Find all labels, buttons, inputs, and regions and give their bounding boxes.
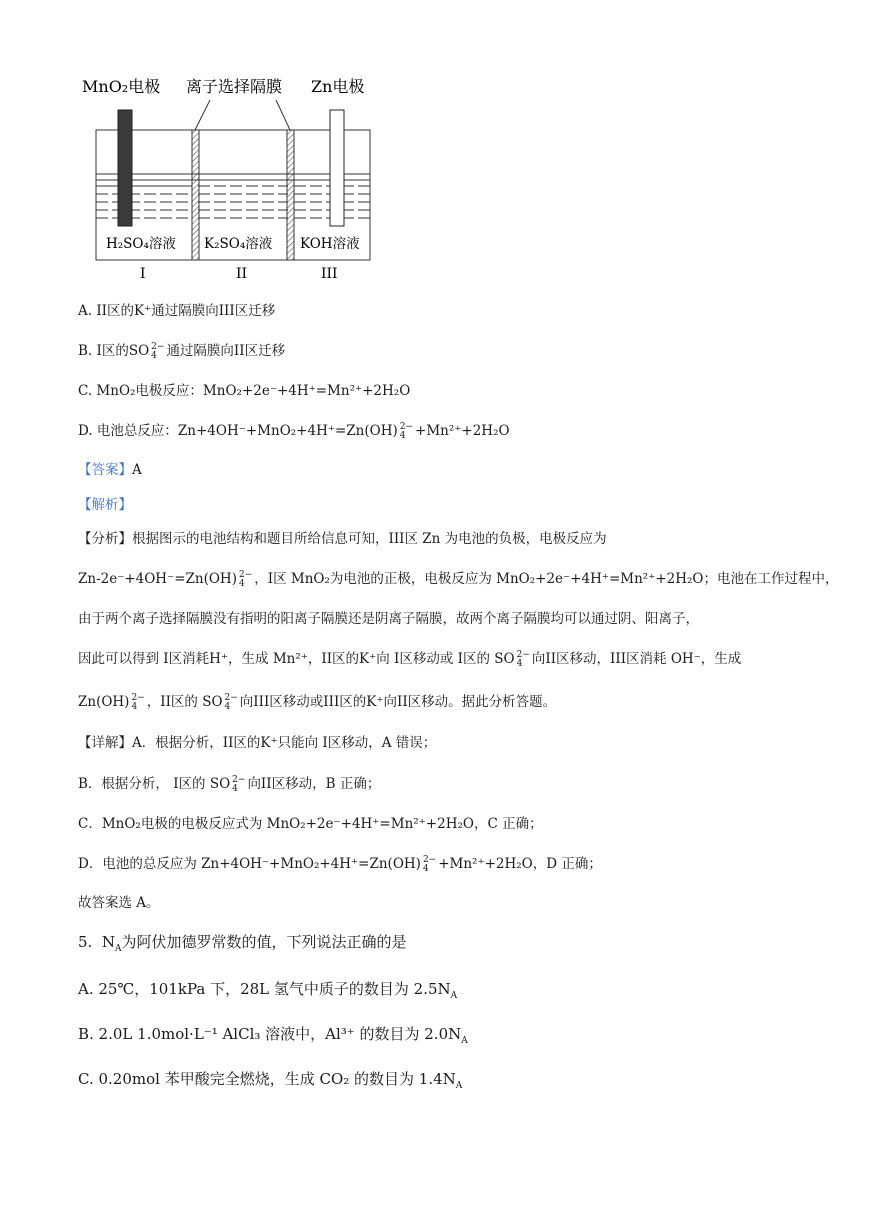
q5-b-text: B. 2.0L 1.0mol·L⁻¹ AlCl₃ 溶液中，Al³⁺ 的数目为 2.0N bbox=[78, 1025, 462, 1043]
answer-line bbox=[78, 461, 142, 479]
q5-stem bbox=[78, 933, 407, 958]
fenxi-line-3: 由于两个离子选择隔膜没有指明的阳离子隔膜还是阴离子隔膜，故两个离子隔膜均可以通过阴、阳离子， bbox=[78, 611, 699, 627]
fenxi-line-5 bbox=[78, 693, 556, 712]
sulfate-ion: 2− 4 bbox=[224, 692, 238, 712]
fenxi-l5-pre: Zn(OH) bbox=[78, 694, 130, 710]
zone-label-3: III bbox=[321, 266, 338, 282]
sulfate-ion: 2− 4 bbox=[232, 774, 246, 794]
xiangjie-a bbox=[78, 734, 436, 752]
mno2-electrode bbox=[118, 110, 132, 226]
fenxi-line-4 bbox=[78, 650, 741, 669]
q5-a-text: A. 25℃，101kPa 下，28L 氢气中质子的数目为 2.5N bbox=[78, 980, 451, 998]
zincate-ion: 2− 4 bbox=[399, 421, 414, 441]
fenxi-l2-post: ，I区 MnO₂为电池的正极，电极反应为 MnO₂+2e⁻+4H⁺=Mn²⁺+2H₂O；电池在工作过程中， bbox=[254, 571, 839, 587]
fenxi-l4-post: 向II区移动，III区消耗 OH⁻，生成 bbox=[531, 651, 742, 667]
label-zn-electrode: Zn电极 bbox=[311, 77, 365, 96]
xiangjie-b-post: 向II区移动，B 正确； bbox=[247, 776, 381, 792]
option-d-pre: D. 电池总反应：Zn+4OH⁻+MnO₂+4H⁺=Zn(OH) bbox=[78, 423, 398, 439]
option-d-post: +Mn²⁺+2H₂O bbox=[415, 423, 510, 439]
q5-number: 5. bbox=[78, 933, 93, 951]
xiangjie-d-pre: D．电池的总反应为 Zn+4OH⁻+MnO₂+4H⁺=Zn(OH) bbox=[78, 856, 421, 872]
membrane-left bbox=[192, 130, 199, 260]
q5-a-sub: A bbox=[450, 991, 458, 1001]
zincate-ion: 2− 4 bbox=[238, 569, 253, 589]
option-b-pre: B. I区的SO bbox=[78, 343, 150, 359]
q5-na-sub: A bbox=[114, 944, 122, 954]
xiangjie-conclusion: 故答案选 A。 bbox=[78, 895, 160, 911]
zincate-ion: 2− 4 bbox=[131, 692, 145, 712]
q5-option-a bbox=[78, 980, 457, 1005]
solution-h2so4: H₂SO₄溶液 bbox=[106, 236, 176, 252]
option-b-post: 通过隔膜向II区迁移 bbox=[166, 343, 286, 359]
fenxi-line-1 bbox=[78, 530, 607, 548]
xiangjie-d bbox=[78, 855, 602, 874]
xiangjie-d-post: +Mn²⁺+2H₂O，D 正确； bbox=[438, 856, 602, 872]
q5-b-sub: A bbox=[461, 1036, 468, 1046]
sulfate-ion: 2− 4 bbox=[516, 649, 530, 669]
fenxi-l5-post: 向III区移动或III区的K⁺向II区移动。据此分析答题。 bbox=[239, 694, 557, 710]
option-d bbox=[78, 422, 510, 441]
analysis-tag: 【解析】 bbox=[78, 497, 132, 513]
xiangjie-a-text: A．根据分析，II区的K⁺只能向 I区移动，A 错误； bbox=[132, 735, 437, 751]
zone-label-2: II bbox=[236, 266, 248, 282]
label-mno2-electrode: MnO₂电极 bbox=[82, 77, 161, 96]
q5-c-text: C. 0.20mol 苯甲酸完全燃烧，生成 CO₂ 的数目为 1.4N bbox=[78, 1070, 456, 1088]
fenxi-l4-pre: 因此可以得到 I区消耗H⁺，生成 Mn²⁺，II区的K⁺向 I区移动或 I区的 SO bbox=[78, 651, 515, 667]
xiangjie-b-pre: B．根据分析， I区的 SO bbox=[78, 776, 231, 792]
zone-label-1: I bbox=[140, 266, 146, 282]
label-ion-membrane: 离子选择隔膜 bbox=[186, 77, 283, 96]
electrolytic-cell-diagram bbox=[78, 72, 378, 286]
fenxi-tag: 【分析】 bbox=[78, 531, 132, 547]
zincate-ion: 2− 4 bbox=[422, 854, 437, 874]
q5-na: N bbox=[101, 933, 115, 951]
fenxi-l5-mid: ，II区的 SO bbox=[146, 694, 223, 710]
xiangjie-tag: 【详解】 bbox=[78, 735, 132, 751]
fenxi-text-1: 根据图示的电池结构和题目所给信息可知，III区 Zn 为电池的负极，电极反应为 bbox=[132, 531, 607, 547]
zn-electrode bbox=[330, 110, 344, 226]
q5-c-sub: A bbox=[455, 1081, 463, 1091]
sulfate-ion: 2− 4 bbox=[151, 341, 165, 361]
option-a: A. II区的K⁺通过隔膜向III区迁移 bbox=[78, 303, 276, 319]
answer-value: A bbox=[132, 462, 142, 478]
fenxi-line-2 bbox=[78, 570, 839, 589]
fenxi-l2-pre: Zn-2e⁻+4OH⁻=Zn(OH) bbox=[78, 571, 237, 587]
solution-koh: KOH溶液 bbox=[300, 236, 360, 252]
membrane-right bbox=[287, 130, 294, 260]
answer-tag: 【答案】 bbox=[78, 462, 132, 478]
q5-option-b bbox=[78, 1025, 468, 1050]
solution-k2so4: K₂SO₄溶液 bbox=[204, 236, 273, 252]
xiangjie-c: C．MnO₂电极的电极反应式为 MnO₂+2e⁻+4H⁺=Mn²⁺+2H₂O，C 正确； bbox=[78, 816, 543, 832]
option-b bbox=[78, 342, 285, 361]
q5-stem-text: 为阿伏加德罗常数的值，下列说法正确的是 bbox=[121, 933, 407, 951]
option-c: C. MnO₂电极反应：MnO₂+2e⁻+4H⁺=Mn²⁺+2H₂O bbox=[78, 383, 411, 399]
xiangjie-b bbox=[78, 775, 380, 794]
q5-option-c bbox=[78, 1070, 462, 1095]
